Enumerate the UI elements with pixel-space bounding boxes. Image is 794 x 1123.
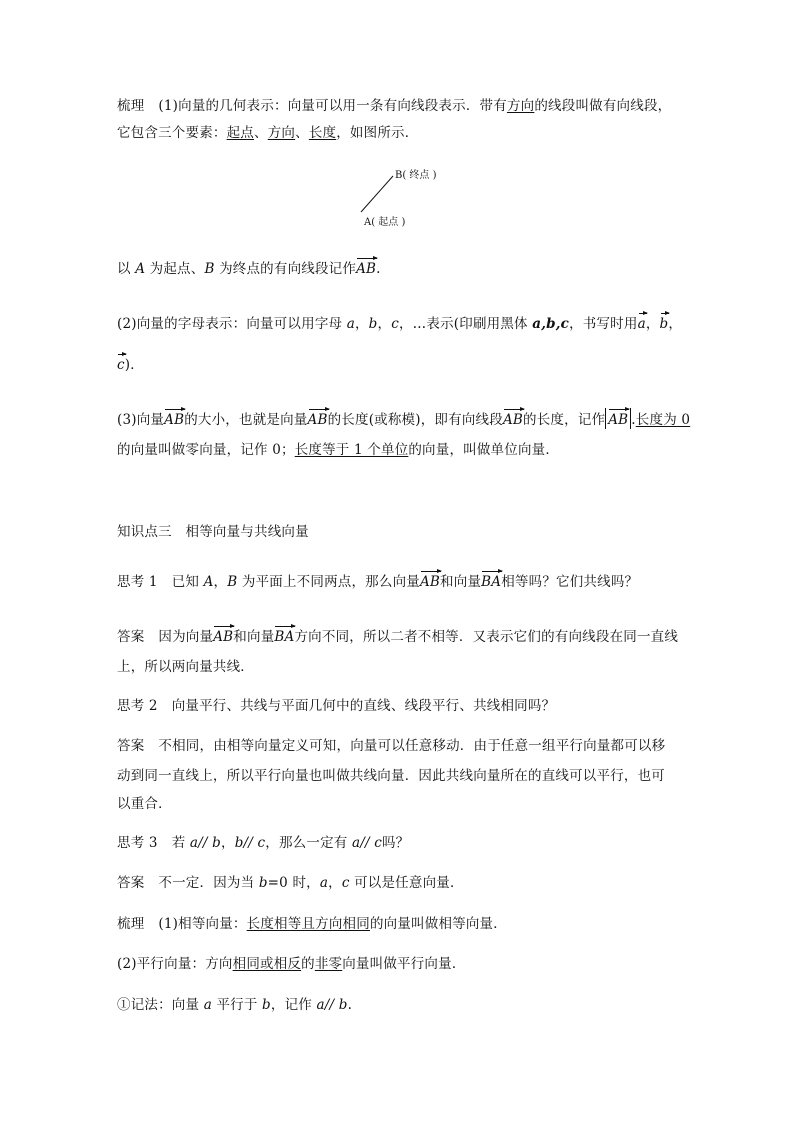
endpoint-label: B( 终点 ) — [395, 170, 437, 181]
vector-ab: AB — [608, 408, 628, 429]
underlined-blank: 非零 — [314, 956, 343, 972]
think-heading: 思考 2 — [117, 698, 158, 714]
letter-representation-line-2 — [117, 353, 144, 374]
variable: c — [341, 875, 350, 891]
text: 方向不同，所以二者不相等．又表示它们的有向线段在同一直线 — [294, 629, 679, 645]
magnitude-line-1 — [117, 408, 690, 429]
text: 的向量叫做相等向量． — [369, 916, 507, 932]
text: ， — [213, 574, 228, 590]
underlined-blank: 方向 — [267, 125, 296, 141]
vector-ab: AB — [356, 257, 376, 278]
text: . — [376, 261, 381, 277]
vector-b: b — [660, 312, 669, 333]
text: 为终点的有向线段记作 — [214, 261, 357, 277]
underlined-blank: 长度等于 1 个单位 — [294, 442, 409, 458]
answer-1-line-1 — [117, 625, 678, 646]
text: ， — [354, 316, 369, 332]
text: 、 — [295, 125, 309, 141]
text: 的向量，叫做单位向量． — [408, 442, 560, 458]
text: 吗？ — [381, 835, 410, 851]
parallel-notation — [117, 996, 352, 1014]
text: ，…表示(印刷用黑体 — [398, 316, 533, 332]
text: 的长度，记作 — [523, 412, 606, 428]
text: ， — [668, 316, 683, 332]
text: 不相同，由相等向量定义可知，向量可以任意移动．由于任意一组平行向量都可以移 — [158, 738, 666, 754]
text: 因为向量 — [158, 629, 214, 645]
text: 平行于 — [211, 997, 263, 1013]
summary-geometric-line-2 — [117, 124, 418, 142]
text: ， — [328, 875, 342, 891]
variable: B — [227, 574, 238, 590]
variable: c — [391, 316, 399, 332]
summary-heading: 梳理 — [117, 98, 145, 114]
text: 和向量 — [233, 629, 275, 645]
magnitude-notation — [605, 408, 631, 429]
text: ①记法：向量 — [117, 997, 204, 1013]
variable: a — [319, 875, 329, 891]
vector-ab: AB — [213, 625, 233, 646]
vector-a: a — [638, 312, 646, 333]
text: ，那么一定有 — [265, 835, 352, 851]
variable: a — [346, 316, 355, 332]
variable: b// c — [234, 835, 266, 851]
vector-c: c — [117, 353, 125, 374]
section-title: 知识点三 相等向量与共线向量 — [117, 524, 309, 540]
variable: B — [204, 261, 215, 277]
startpoint-label: A( 起点 ) — [364, 217, 406, 228]
text: (2)平行向量：方向 — [117, 956, 233, 972]
bold-letters: a,b,c — [532, 316, 570, 332]
variable: a// b — [316, 997, 348, 1013]
think-heading: 思考 1 — [117, 574, 158, 590]
text: (1)向量的几何表示：向量可以用一条有向线段表示．带有 — [158, 98, 507, 114]
vector-ab: AB — [164, 408, 184, 429]
text: ，书写时用 — [569, 316, 638, 332]
text: 的长度(或称模)，即有向线段 — [327, 412, 503, 428]
text: 已知 — [171, 574, 204, 590]
vector-ab: AB — [308, 408, 328, 429]
answer-heading: 答案 — [117, 875, 145, 891]
answer-heading: 答案 — [117, 738, 145, 754]
text: (2)向量的字母表示：向量可以用字母 — [117, 316, 347, 332]
text: 若 — [171, 835, 190, 851]
vector-ba: BA — [274, 625, 294, 646]
text: ， — [220, 835, 235, 851]
summary-heading: 梳理 — [117, 916, 145, 932]
answer-1-line-2: 上，所以两向量共线． — [117, 659, 254, 675]
text: ， — [645, 316, 660, 332]
text: 为起点、 — [145, 261, 205, 277]
text: 向量平行、共线与平面几何中的直线、线段平行、共线相同吗？ — [171, 698, 556, 714]
variable: a// c — [351, 835, 382, 851]
text: ， — [377, 316, 392, 332]
answer-2-line-3: 以重合． — [117, 796, 172, 812]
variable: a// b — [189, 835, 221, 851]
parallel-vectors — [117, 955, 466, 973]
summary-geometric-line-1 — [117, 97, 671, 115]
vector-ab: AB — [420, 570, 440, 591]
text: (1)相等向量： — [158, 916, 247, 932]
text: (3)向量 — [117, 412, 165, 428]
text: 不一定．因为当 — [158, 875, 259, 891]
think-1 — [117, 570, 638, 591]
underlined-blank: 长度 — [308, 125, 337, 141]
underlined-blank: 方向 — [506, 98, 535, 114]
text: )． — [124, 357, 144, 373]
text: ，如图所示． — [336, 125, 419, 141]
think-2 — [117, 697, 555, 715]
underlined-blank: 长度为 0 — [635, 412, 691, 428]
text: 以 — [117, 261, 136, 277]
answer-2-line-2: 动到同一直线上，所以平行向量也叫做共线向量．因此共线向量所在的直线可以平行，也可 — [117, 768, 665, 784]
summary-equal-vectors — [117, 915, 507, 933]
answer-heading: 答案 — [117, 629, 145, 645]
text: 的 — [301, 956, 315, 972]
variable: b — [368, 316, 378, 332]
underlined-blank: 长度相等且方向相同 — [246, 916, 370, 932]
text: . — [347, 997, 353, 1013]
text: 向量叫做平行向量． — [342, 956, 466, 972]
notation-ab-line — [117, 257, 381, 278]
vector-ba: BA — [481, 570, 501, 591]
text: . — [631, 412, 636, 428]
text: 的向量叫做零向量，记作 0； — [117, 442, 295, 458]
think-heading: 思考 3 — [117, 835, 158, 851]
text: 相等吗？它们共线吗？ — [501, 574, 639, 590]
variable: b — [262, 997, 271, 1013]
text: 可以是任意向量． — [349, 875, 464, 891]
text: 的大小，也就是向量 — [184, 412, 308, 428]
text: 为平面上不同两点，那么向量 — [237, 574, 420, 590]
variable: A — [203, 574, 214, 590]
magnitude-line-2 — [117, 441, 559, 459]
text: 的线段叫做有向线段， — [534, 98, 672, 114]
vector-ab: AB — [503, 408, 523, 429]
letter-representation-line-1 — [117, 312, 682, 333]
answer-3 — [117, 874, 464, 892]
directed-segment-line — [361, 176, 393, 212]
variable: A — [135, 261, 146, 277]
text: 、 — [254, 125, 268, 141]
text: ，记作 — [270, 997, 317, 1013]
underlined-blank: 相同或相反 — [232, 956, 302, 972]
text: 它包含三个要素： — [117, 125, 227, 141]
variable: b — [258, 875, 268, 891]
think-3 — [117, 834, 409, 852]
answer-2-line-1 — [117, 737, 665, 755]
underlined-blank: 起点 — [226, 125, 255, 141]
text: 和向量 — [440, 574, 482, 590]
text: =0 时， — [267, 875, 320, 891]
variable: a — [203, 997, 212, 1013]
